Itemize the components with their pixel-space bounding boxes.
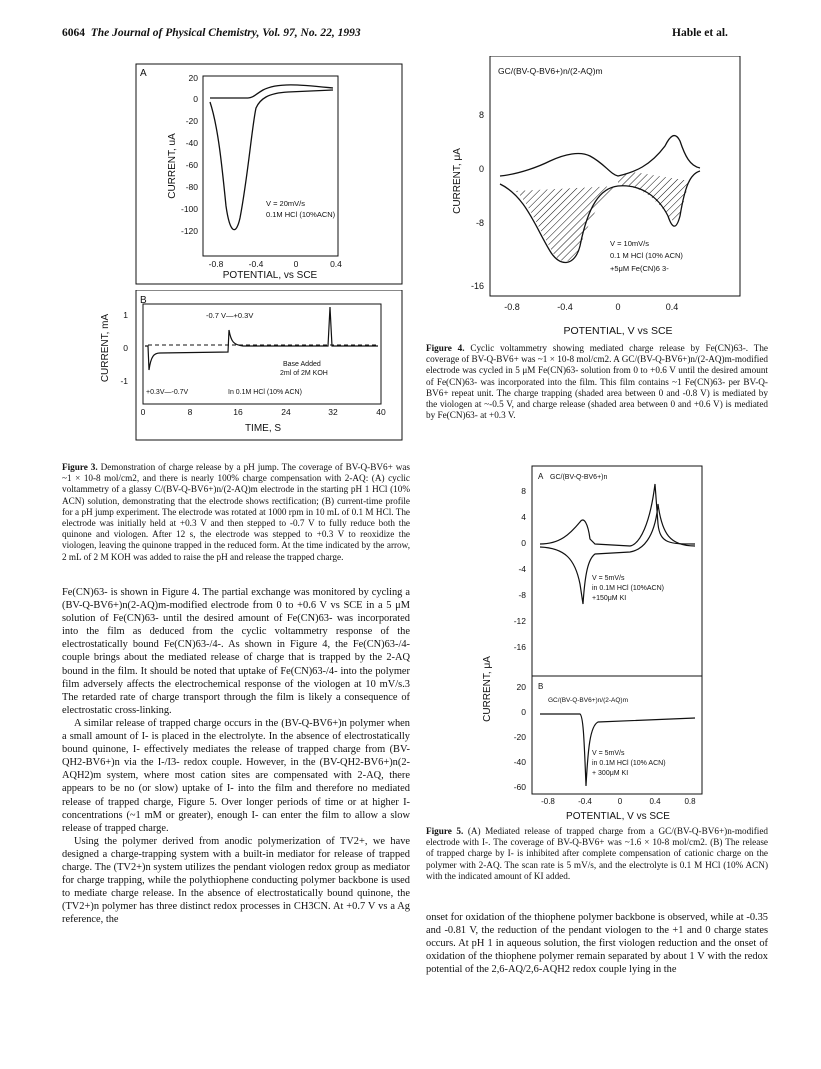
- f4-note-medium: 0.1 M HCl (10% ACN): [610, 251, 683, 260]
- figure5-caption-text: (A) Mediated release of trapped charge from a GC/(BV-Q-BV6+)n-modified electrode with I-. The coverage of BV-Q-BV6+ was ~1.6 × 10-8 mol/cm2. (B) The release of trapped charge by I- is inhibited after complete compensation of cationic charge on the polymer with 2-AQ. The scan rate is 5 mV/s, and the electrolyte is 0.1 M HCl (10% ACN) with the indicated amount of KI added.: [426, 826, 769, 881]
- figure4-caption-label: Figure 4.: [426, 343, 465, 353]
- f4-ytick-0: 8: [478, 110, 484, 120]
- f4-shaded-release: [618, 172, 690, 220]
- f3b-base-volume: 2ml of 2M KOH: [280, 370, 328, 377]
- f4-xtick-0: -0.8: [504, 302, 520, 312]
- figure4-caption: [426, 343, 768, 421]
- figure3a-plot-area: [203, 76, 338, 256]
- f4-note-ferricyanide: +5μM Fe(CN)6 3-: [610, 264, 669, 273]
- f5-xtick-0: -0.8: [541, 797, 555, 806]
- f5a-ytick-4: -8: [518, 590, 526, 600]
- f3a-xtick-1: -0.4: [248, 259, 264, 269]
- f3b-ytick-2: -1: [120, 376, 128, 386]
- f5a-note-rate: V = 5mV/s: [592, 575, 625, 582]
- left-column-body: [62, 586, 410, 926]
- figure3-caption-text: Demonstration of charge release by a pH jump. The coverage of BV-Q-BV6+ was ~1 × 10-8 mol/cm2, and there is nearly 100% charge compensation with 2-AQ: (A) cyclic voltammetry of a glassy C/(BV-Q-BV6+)n/(2-AQ)m electrode in the starting pH 1 HCl (10% ACN) solution, demonstrating that the electrode shows rectification; (B) current-time profile for a pH jump experiment. The electrode was rotated at 1000 rpm in 10 mL of 0.1 M HCl. The electrode was initially held at +0.3 V and then stepped to -0.7 V to fully reduce both the quinone and viologen. After 12 s, the electrode was stepped to +0.3 V to reoxidize the viologen, leaving the quinone trapped in the reduced form. At the time indicated by the arrow, 2 mL of 2 M KOH was added to raise the pH and release the trapped charge.: [62, 462, 411, 562]
- f3a-ytick-6: -100: [180, 204, 198, 214]
- f3b-xtick-1: 8: [187, 407, 193, 417]
- figure3a: [88, 56, 408, 286]
- f5a-curve-1: [540, 484, 695, 546]
- f5a-ytick-6: -16: [513, 642, 526, 652]
- figure4-caption-text: Cyclic voltammetry showing mediated charge release by Fe(CN)63-. The coverage of BV-Q-BV6+ was ~1 × 10-8 mol/cm2. A GC/(BV-Q-BV6+)n/(2-AQ)m-modified electrode was cycled in 5 μM Fe(CN)63- solution from 0 to +0.6 V until the desired amount of Fe(CN)63- was incorporated into the film. This film contains ~1 Fe(CN)63- per BV-Q-BV6+ repeat unit. The charge trapping (shaded area between 0 and -0.8 V) is mediated by the viologen at ~-0.5 V, and charge release (shaded area between 0 and +0.6 V) is mediated by Fe(CN)63- at +0.3 V.: [426, 343, 768, 421]
- f3b-xtick-2: 16: [233, 407, 243, 417]
- f3a-ytick-2: -20: [185, 116, 198, 126]
- f5-xtick-1: -0.4: [578, 797, 592, 806]
- f3b-ytick-1: 0: [123, 343, 128, 353]
- f4-xtick-2: 0: [615, 302, 621, 312]
- page-number: 6064: [62, 27, 85, 39]
- figure3-caption: [62, 462, 410, 563]
- figure5-caption: [426, 826, 768, 882]
- f5-xtick-3: 0.4: [649, 797, 661, 806]
- page-header-authors: Hable et al.: [672, 27, 728, 39]
- f5a-title: GC/(BV-Q-BV6+)n: [550, 474, 608, 481]
- f5b-ytick-2: -20: [513, 732, 526, 742]
- f3b-ytick-0: 1: [123, 310, 128, 320]
- f3b-xlabel: TIME, S: [244, 423, 282, 434]
- f3a-xtick-0: -0.8: [208, 259, 224, 269]
- f3b-step-top: -0.7 V—+0.3V: [206, 311, 254, 320]
- f5a-ytick-3: -4: [518, 564, 526, 574]
- f5b-ytick-4: -60: [513, 782, 526, 792]
- f4-ylabel: CURRENT, μA: [452, 148, 463, 214]
- body-paragraph-1: Fe(CN)63- is shown in Figure 4. The partial exchange was monitored by cycling a (BV-Q-BV6+)n(2-AQ)m-modified electrode from 0 to +0.6 V vs SCE in a 5 μM solution of Fe(CN)63- until the desired amount of Fe(CN)63- was incorporated into the film as deduced from the cyclic voltammetry response of the electrostatically bound Fe(CN)63-/4-. As shown in Figure 4, the Fe(CN)63-/4- couple brings about the mediated release of charge that is trapped by the 2-AQ bound in the film. It should be noted that uptake of Fe(CN)63-/4- into the polymer film adversely affects the electrochemical response of the viologen at 10 mV/s.3 The retarded rate of charge transport through the film is likely a consequence of electrostatic cross-linking.: [62, 587, 410, 716]
- figure3b-frame: [136, 290, 402, 440]
- f5a-note-ki: +150μM KI: [592, 595, 627, 602]
- f4-curve-anodic: [500, 136, 700, 176]
- f3b-base-added: Base Added: [283, 361, 321, 368]
- f4-ytick-1: 0: [478, 164, 484, 174]
- figure3-caption-label: Figure 3.: [62, 462, 98, 472]
- f4-xtick-3: 0.4: [665, 302, 679, 312]
- journal-citation: The Journal of Physical Chemistry, Vol. 97, No. 22, 1993: [90, 27, 361, 39]
- f4-note-rate: V = 10mV/s: [610, 239, 649, 248]
- figure4-title: GC/(BV-Q-BV6+)n/(2-AQ)m: [498, 66, 603, 76]
- f3a-ylabel: CURRENT, uA: [167, 133, 178, 199]
- body-paragraph-right: onset for oxidation of the thiophene polymer backbone is observed, while at -0.35 and -0.81 V, the reduction of the pendant viologen to the +1 and 0 charge states occurs. At pH 1 in aqueous solution, the first viologen reduction and the onset of oxidation of the thiophene polymer remain separated by about 1 V with the redox potential of the 2,6-AQ/2,6-AQH2 redox couple lying in the: [426, 912, 768, 976]
- f3a-ytick-5: -80: [185, 182, 198, 192]
- f4-shaded-trapping: [515, 186, 618, 261]
- figure3b-label: B: [140, 295, 147, 306]
- f5b-label: B: [538, 682, 544, 691]
- f5-xlabel: POTENTIAL, V vs SCE: [566, 811, 670, 822]
- f5b-ytick-0: 20: [516, 682, 526, 692]
- f3a-ytick-1: 0: [193, 94, 198, 104]
- f3a-note-medium: 0.1M HCl (10%ACN): [266, 210, 336, 219]
- figure5-caption-label: Figure 5.: [426, 826, 464, 836]
- page-header-left: [62, 27, 361, 39]
- f3a-note-rate: V = 20mV/s: [266, 199, 305, 208]
- f4-ytick-2: -8: [475, 218, 484, 228]
- figure3a-label: A: [140, 68, 147, 79]
- f3a-ytick-3: -40: [185, 138, 198, 148]
- f3a-ytick-4: -60: [185, 160, 198, 170]
- f3a-xtick-2: 0: [293, 259, 299, 269]
- f3a-xtick-3: 0.4: [330, 259, 342, 269]
- f5-ylabel: CURRENT, μA: [482, 656, 493, 722]
- f5-xtick-2: 0: [617, 797, 623, 806]
- f5-xtick-4: 0.8: [684, 797, 696, 806]
- f3a-ytick-7: -120: [180, 226, 198, 236]
- f3b-medium: In 0.1M HCl (10% ACN): [228, 389, 302, 396]
- f3b-step-bottom: +0.3V—-0.7V: [146, 389, 189, 396]
- f5a-ytick-2: 0: [521, 538, 526, 548]
- f5a-ytick-0: 8: [521, 486, 526, 496]
- f5a-ytick-5: -12: [513, 616, 526, 626]
- f3b-xtick-0: 0: [140, 407, 146, 417]
- f4-xtick-1: -0.4: [557, 302, 573, 312]
- f5a-plot-area: [532, 466, 702, 676]
- f5b-ytick-3: -40: [513, 757, 526, 767]
- f3a-ytick-0: 20: [188, 73, 198, 83]
- f5b-note-ki: + 300μM KI: [592, 770, 629, 777]
- f3a-curve-cathodic: [210, 90, 333, 230]
- body-paragraph-2: A similar release of trapped charge occurs in the (BV-Q-BV6+)n polymer when a small amount of I- is placed in the electrolyte. In the absence of electrostatically bound quinone, I- effectively mediates the release of trapped charge from (BV-QH2-BV6+)n via the I-/I3- redox couple. However, in the (BV-QH2-BV6+)n(2-AQH2)m system, where most cation sites are compensated with 2-AQ, there appears to be no (or slow) uptake of I- into the film and therefore no mediated release of trapped charge, Figure 5. Over longer periods of time or at higher I- concentrations (~1 mM or greater), enough I- can enter the film to allow a slow release of trapped charge.: [62, 717, 410, 834]
- f5a-note-medium: in 0.1M HCl (10%ACN): [592, 585, 664, 592]
- f3b-xtick-3: 24: [281, 407, 291, 417]
- f3a-xlabel: POTENTIAL, vs SCE: [222, 270, 318, 281]
- f5b-note-rate: V = 5mV/s: [592, 750, 625, 757]
- figure5: [470, 464, 715, 824]
- f4-xlabel: POTENTIAL, V vs SCE: [563, 325, 673, 337]
- f5b-note-medium: in 0.1M HCl (10% ACN): [592, 760, 666, 767]
- figure4-plot-area: [490, 56, 740, 296]
- body-paragraph-3: Using the polymer derived from anodic polymerization of TV2+, we have designed a charge-trapping system with a built-in mediator for release of trapped charge. The (TV2+)n system utilizes the pendant viologen redox group as mediator for charge trapping, while the polythiophene conducting polymer backbone is used to mediate charge release. In the absence of electrostatically bound quinone, the (TV2+)n polymer has three distinct redox processes in CH3CN. At +0.7 V vs a Ag reference, the: [62, 835, 410, 926]
- f3b-xtick-4: 32: [328, 407, 338, 417]
- f5b-ytick-1: 0: [521, 707, 526, 717]
- f5a-label: A: [538, 472, 544, 481]
- figure3b: [88, 290, 408, 460]
- f4-ytick-3: -16: [470, 281, 484, 291]
- f3b-xtick-5: 40: [376, 407, 386, 417]
- f3b-ylabel: CURRENT, mA: [100, 313, 111, 383]
- f5a-ytick-1: 4: [521, 512, 526, 522]
- figure4: [440, 56, 765, 341]
- right-column-body: [426, 911, 768, 976]
- f3b-current-trace: [145, 307, 378, 370]
- f5b-title: GC/(BV-Q-BV6+)n/(2-AQ)m: [548, 697, 628, 704]
